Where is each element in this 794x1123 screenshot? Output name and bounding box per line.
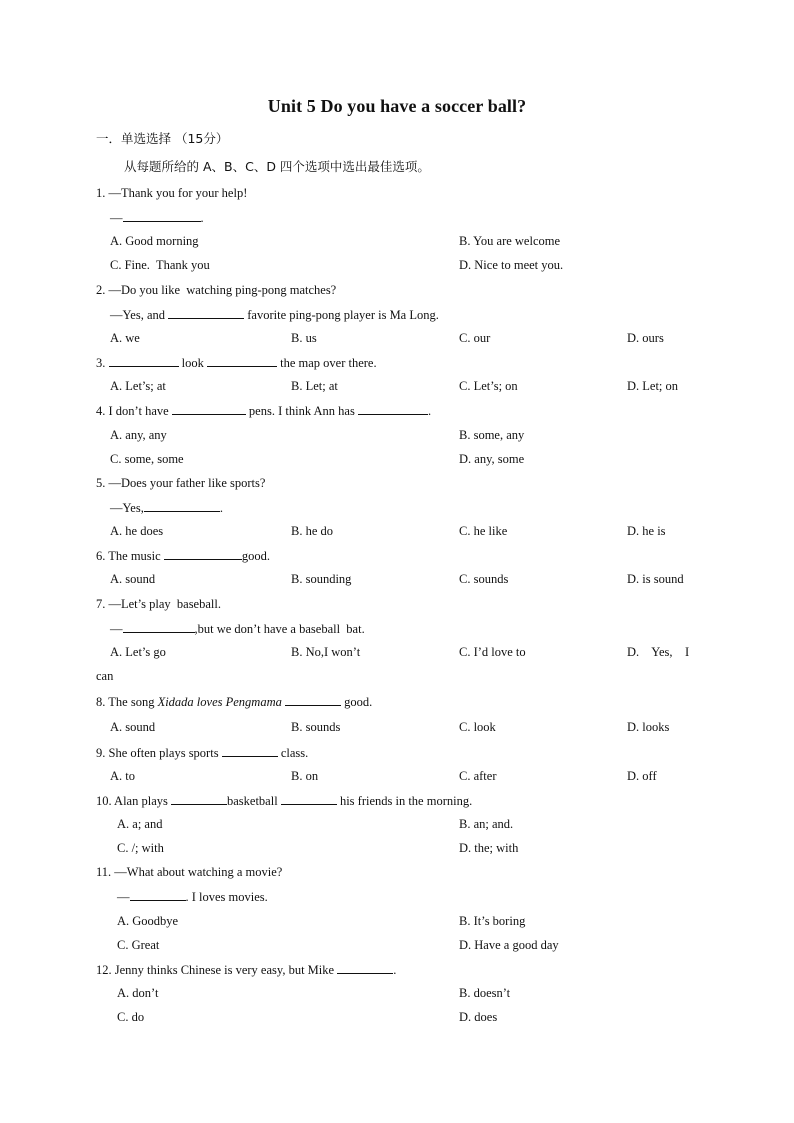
question-5-option-a: A. he does xyxy=(110,524,164,538)
question-9-option-d: D. off xyxy=(627,769,657,783)
answer-blank xyxy=(168,306,244,319)
question-3-option-b: B. Let; at xyxy=(291,379,338,393)
question-10-option-c: C. /; with xyxy=(117,841,164,855)
question-11-option-d: D. Have a good day xyxy=(459,938,559,952)
question-5-option-d: D. he is xyxy=(627,524,666,538)
question-12-option-b: B. doesn’t xyxy=(459,986,511,1000)
page-title: Unit 5 Do you have a soccer ball? xyxy=(267,96,527,116)
answer-blank xyxy=(109,354,179,367)
question-10-option-a: A. a; and xyxy=(117,817,163,831)
question-10-option-d: D. the; with xyxy=(459,841,519,855)
question-1-stem: 1. —Thank you for your help! xyxy=(96,186,248,200)
question-1-answer-line: — . xyxy=(110,211,204,225)
question-9-stem: 9. She often plays sports class. xyxy=(96,746,309,760)
question-7-stem: 7. —Let’s play baseball. xyxy=(96,597,221,611)
song-title: Xidada loves Pengmama xyxy=(157,695,282,709)
question-12-stem: 12. Jenny thinks Chinese is very easy, but Mike . xyxy=(96,963,397,977)
answer-blank xyxy=(207,354,277,367)
question-4-option-d: D. any, some xyxy=(459,452,525,466)
question-4-option-b: B. some, any xyxy=(459,428,525,442)
answer-blank xyxy=(222,744,278,757)
question-2-answer-line: —Yes, and favorite ping-pong player is Ma Long. xyxy=(110,308,439,322)
question-12-option-c: C. do xyxy=(117,1010,145,1024)
question-2-option-b: B. us xyxy=(291,331,317,345)
question-9-option-b: B. on xyxy=(291,769,319,783)
question-5-option-b: B. he do xyxy=(291,524,334,538)
question-10-option-b: B. an; and. xyxy=(459,817,514,831)
question-12-option-a: A. don’t xyxy=(117,986,159,1000)
answer-blank xyxy=(171,792,227,805)
answer-blank xyxy=(337,961,393,974)
answer-blank xyxy=(172,402,246,415)
question-6-option-c: C. sounds xyxy=(459,572,509,586)
section-instruction: 从每题所给的 A、B、C、D 四个选项中选出最佳选项。 xyxy=(124,159,430,174)
question-5-stem: 5. —Does your father like sports? xyxy=(96,476,266,490)
question-2-option-a: A. we xyxy=(110,331,140,345)
question-3-option-c: C. Let’s; on xyxy=(459,379,518,393)
question-9-option-c: C. after xyxy=(459,769,497,783)
question-1-option-a: A. Good morning xyxy=(110,234,199,248)
question-6-option-d: D. is sound xyxy=(627,572,684,586)
question-3-stem: 3. look the map over there. xyxy=(96,356,377,370)
answer-blank xyxy=(285,693,341,706)
question-6-stem: 6. The music good. xyxy=(96,549,270,563)
question-11-answer-line: — . I loves movies. xyxy=(117,890,268,904)
question-7-option-c: C. I’d love to xyxy=(459,645,526,659)
question-1-option-d: D. Nice to meet you. xyxy=(459,258,564,272)
question-11-option-b: B. It’s boring xyxy=(459,914,526,928)
answer-blank xyxy=(164,547,242,560)
question-8-option-c: C. look xyxy=(459,720,496,734)
question-5-option-c: C. he like xyxy=(459,524,508,538)
question-1-option-b: B. You are welcome xyxy=(459,234,561,248)
answer-blank xyxy=(358,402,428,415)
question-10-stem: 10. Alan plays basketball his friends in the morning. xyxy=(96,794,473,808)
question-4-option-c: C. some, some xyxy=(110,452,184,466)
question-11-option-a: A. Goodbye xyxy=(117,914,179,928)
question-11-stem: 11. —What about watching a movie? xyxy=(96,865,283,879)
question-5-answer-line: —Yes, . xyxy=(110,501,223,515)
question-3-option-d: D. Let; on xyxy=(627,379,679,393)
question-7-answer-line: — ,but we don’t have a baseball bat. xyxy=(110,622,365,636)
answer-blank xyxy=(144,499,220,512)
question-1-option-c: C. Fine. Thank you xyxy=(110,258,210,272)
question-11-option-c: C. Great xyxy=(117,938,160,952)
question-8-option-d: D. looks xyxy=(627,720,670,734)
question-2-option-d: D. ours xyxy=(627,331,664,345)
question-7-option-d: D. Yes, I xyxy=(627,645,690,659)
question-8-option-b: B. sounds xyxy=(291,720,341,734)
question-9-option-a: A. to xyxy=(110,769,135,783)
question-4-stem: 4. I don’t have pens. I think Ann has . xyxy=(96,404,432,418)
question-7-option-b: B. No,I won’t xyxy=(291,645,361,659)
question-2-option-c: C. our xyxy=(459,331,491,345)
answer-blank xyxy=(281,792,337,805)
section-heading: 一．单选选择 （15分） xyxy=(96,131,229,146)
question-6-option-a: A. sound xyxy=(110,572,156,586)
question-7-option-d-continued: can xyxy=(96,669,114,683)
question-8-option-a: A. sound xyxy=(110,720,156,734)
question-12-option-d: D. does xyxy=(459,1010,498,1024)
question-8-stem: 8. The song Xidada loves Pengmama good. xyxy=(96,695,373,709)
answer-blank xyxy=(130,888,186,901)
question-6-option-b: B. sounding xyxy=(291,572,352,586)
question-4-option-a: A. any, any xyxy=(110,428,167,442)
question-3-option-a: A. Let’s; at xyxy=(110,379,166,393)
answer-blank xyxy=(123,620,195,633)
answer-blank xyxy=(123,209,201,222)
question-2-stem: 2. —Do you like watching ping-pong matches? xyxy=(96,283,337,297)
question-7-option-a: A. Let’s go xyxy=(110,645,166,659)
